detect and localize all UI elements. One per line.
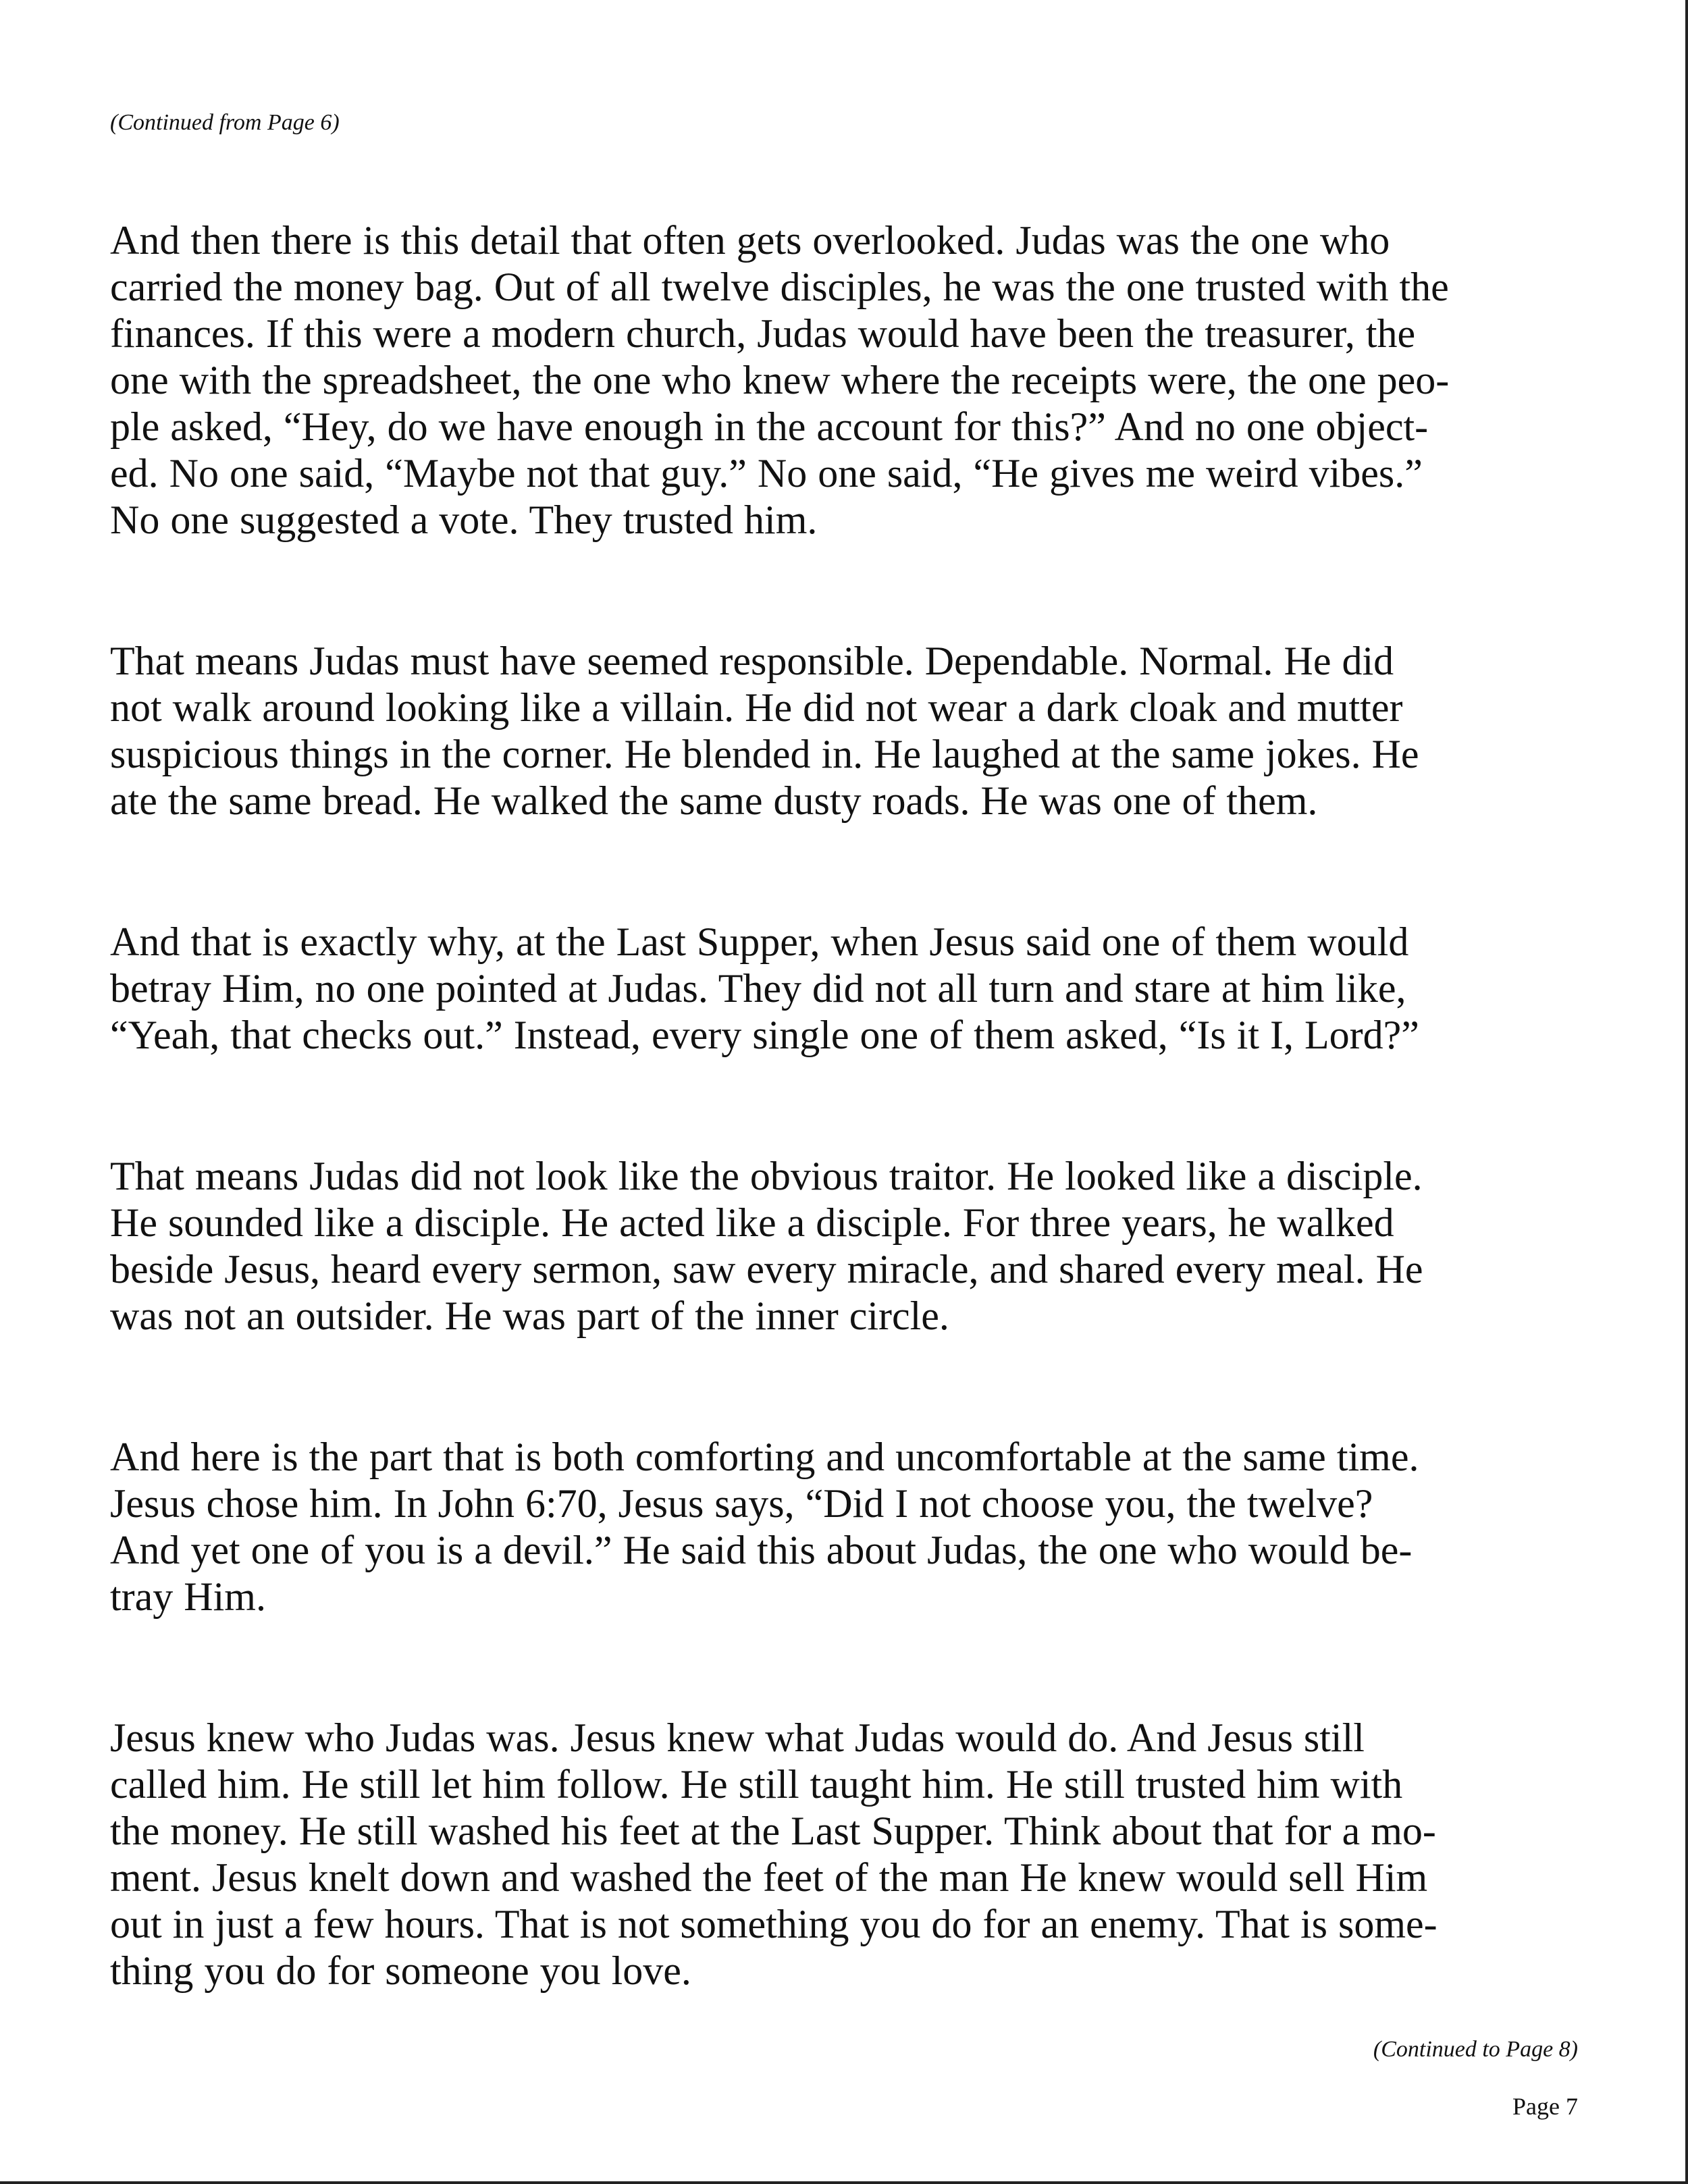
text-line: And that is exactly why, at the Last Supper, when Jesus said one of them would: [110, 920, 1409, 964]
paragraph: [110, 919, 1582, 1059]
text-line: ment. Jesus knelt down and washed the feet of the man He knew would sell Him: [110, 1855, 1428, 1900]
text-line: tray Him.: [110, 1574, 266, 1619]
text-line: not walk around looking like a villain. He did not wear a dark cloak and mutter: [110, 685, 1403, 730]
page-border-right: [1685, 0, 1688, 2184]
continued-to-note: (Continued to Page 8): [1373, 2037, 1578, 2062]
text-line: ple asked, “Hey, do we have enough in the account for this?” And no one object-: [110, 404, 1429, 449]
body-text: [110, 217, 1582, 1994]
text-line: And then there is this detail that often gets overlooked. Judas was the one who: [110, 218, 1390, 263]
text-line: No one suggested a vote. They trusted him.: [110, 498, 818, 542]
text-line: the money. He still washed his feet at the Last Supper. Think about that for a mo-: [110, 1809, 1436, 1853]
text-line: That means Judas did not look like the obvious traitor. He looked like a disciple.: [110, 1154, 1423, 1198]
page-border-bottom: [0, 2181, 1688, 2184]
text-line: one with the spreadsheet, the one who knew where the receipts were, the one peo-: [110, 358, 1450, 402]
paragraph: [110, 217, 1582, 543]
text-line: finances. If this were a modern church, Judas would have been the treasurer, the: [110, 311, 1416, 356]
text-line: suspicious things in the corner. He blended in. He laughed at the same jokes. He: [110, 732, 1419, 776]
text-line: beside Jesus, heard every sermon, saw every miracle, and shared every meal. He: [110, 1247, 1423, 1291]
text-line: was not an outsider. He was part of the inner circle.: [110, 1294, 949, 1338]
text-line: “Yeah, that checks out.” Instead, every single one of them asked, “Is it I, Lord?”: [110, 1013, 1419, 1057]
paragraph: [110, 638, 1582, 824]
text-line: betray Him, no one pointed at Judas. They did not all turn and stare at him like,: [110, 966, 1406, 1011]
text-line: ed. No one said, “Maybe not that guy.” No one said, “He gives me weird vibes.”: [110, 451, 1423, 496]
text-line: And yet one of you is a devil.” He said this about Judas, the one who would be-: [110, 1528, 1413, 1572]
text-line: ate the same bread. He walked the same dusty roads. He was one of them.: [110, 778, 1318, 823]
text-line: called him. He still let him follow. He still taught him. He still trusted him with: [110, 1762, 1403, 1807]
paragraph: [110, 1715, 1582, 1994]
text-line: Jesus chose him. In John 6:70, Jesus says, “Did I not choose you, the twelve?: [110, 1481, 1373, 1526]
text-line: carried the money bag. Out of all twelve disciples, he was the one trusted with the: [110, 265, 1449, 309]
text-line: He sounded like a disciple. He acted like a disciple. For three years, he walked: [110, 1200, 1394, 1245]
text-line: Jesus knew who Judas was. Jesus knew what Judas would do. And Jesus still: [110, 1715, 1365, 1760]
page-number: Page 7: [1512, 2093, 1578, 2120]
text-line: And here is the part that is both comforting and uncomfortable at the same time.: [110, 1435, 1419, 1479]
text-line: That means Judas must have seemed responsible. Dependable. Normal. He did: [110, 639, 1394, 683]
text-line: thing you do for someone you love.: [110, 1948, 691, 1993]
paragraph: [110, 1153, 1582, 1339]
text-line: out in just a few hours. That is not something you do for an enemy. That is some-: [110, 1902, 1438, 1946]
paragraph: [110, 1434, 1582, 1620]
continued-from-note: (Continued from Page 6): [110, 110, 340, 135]
